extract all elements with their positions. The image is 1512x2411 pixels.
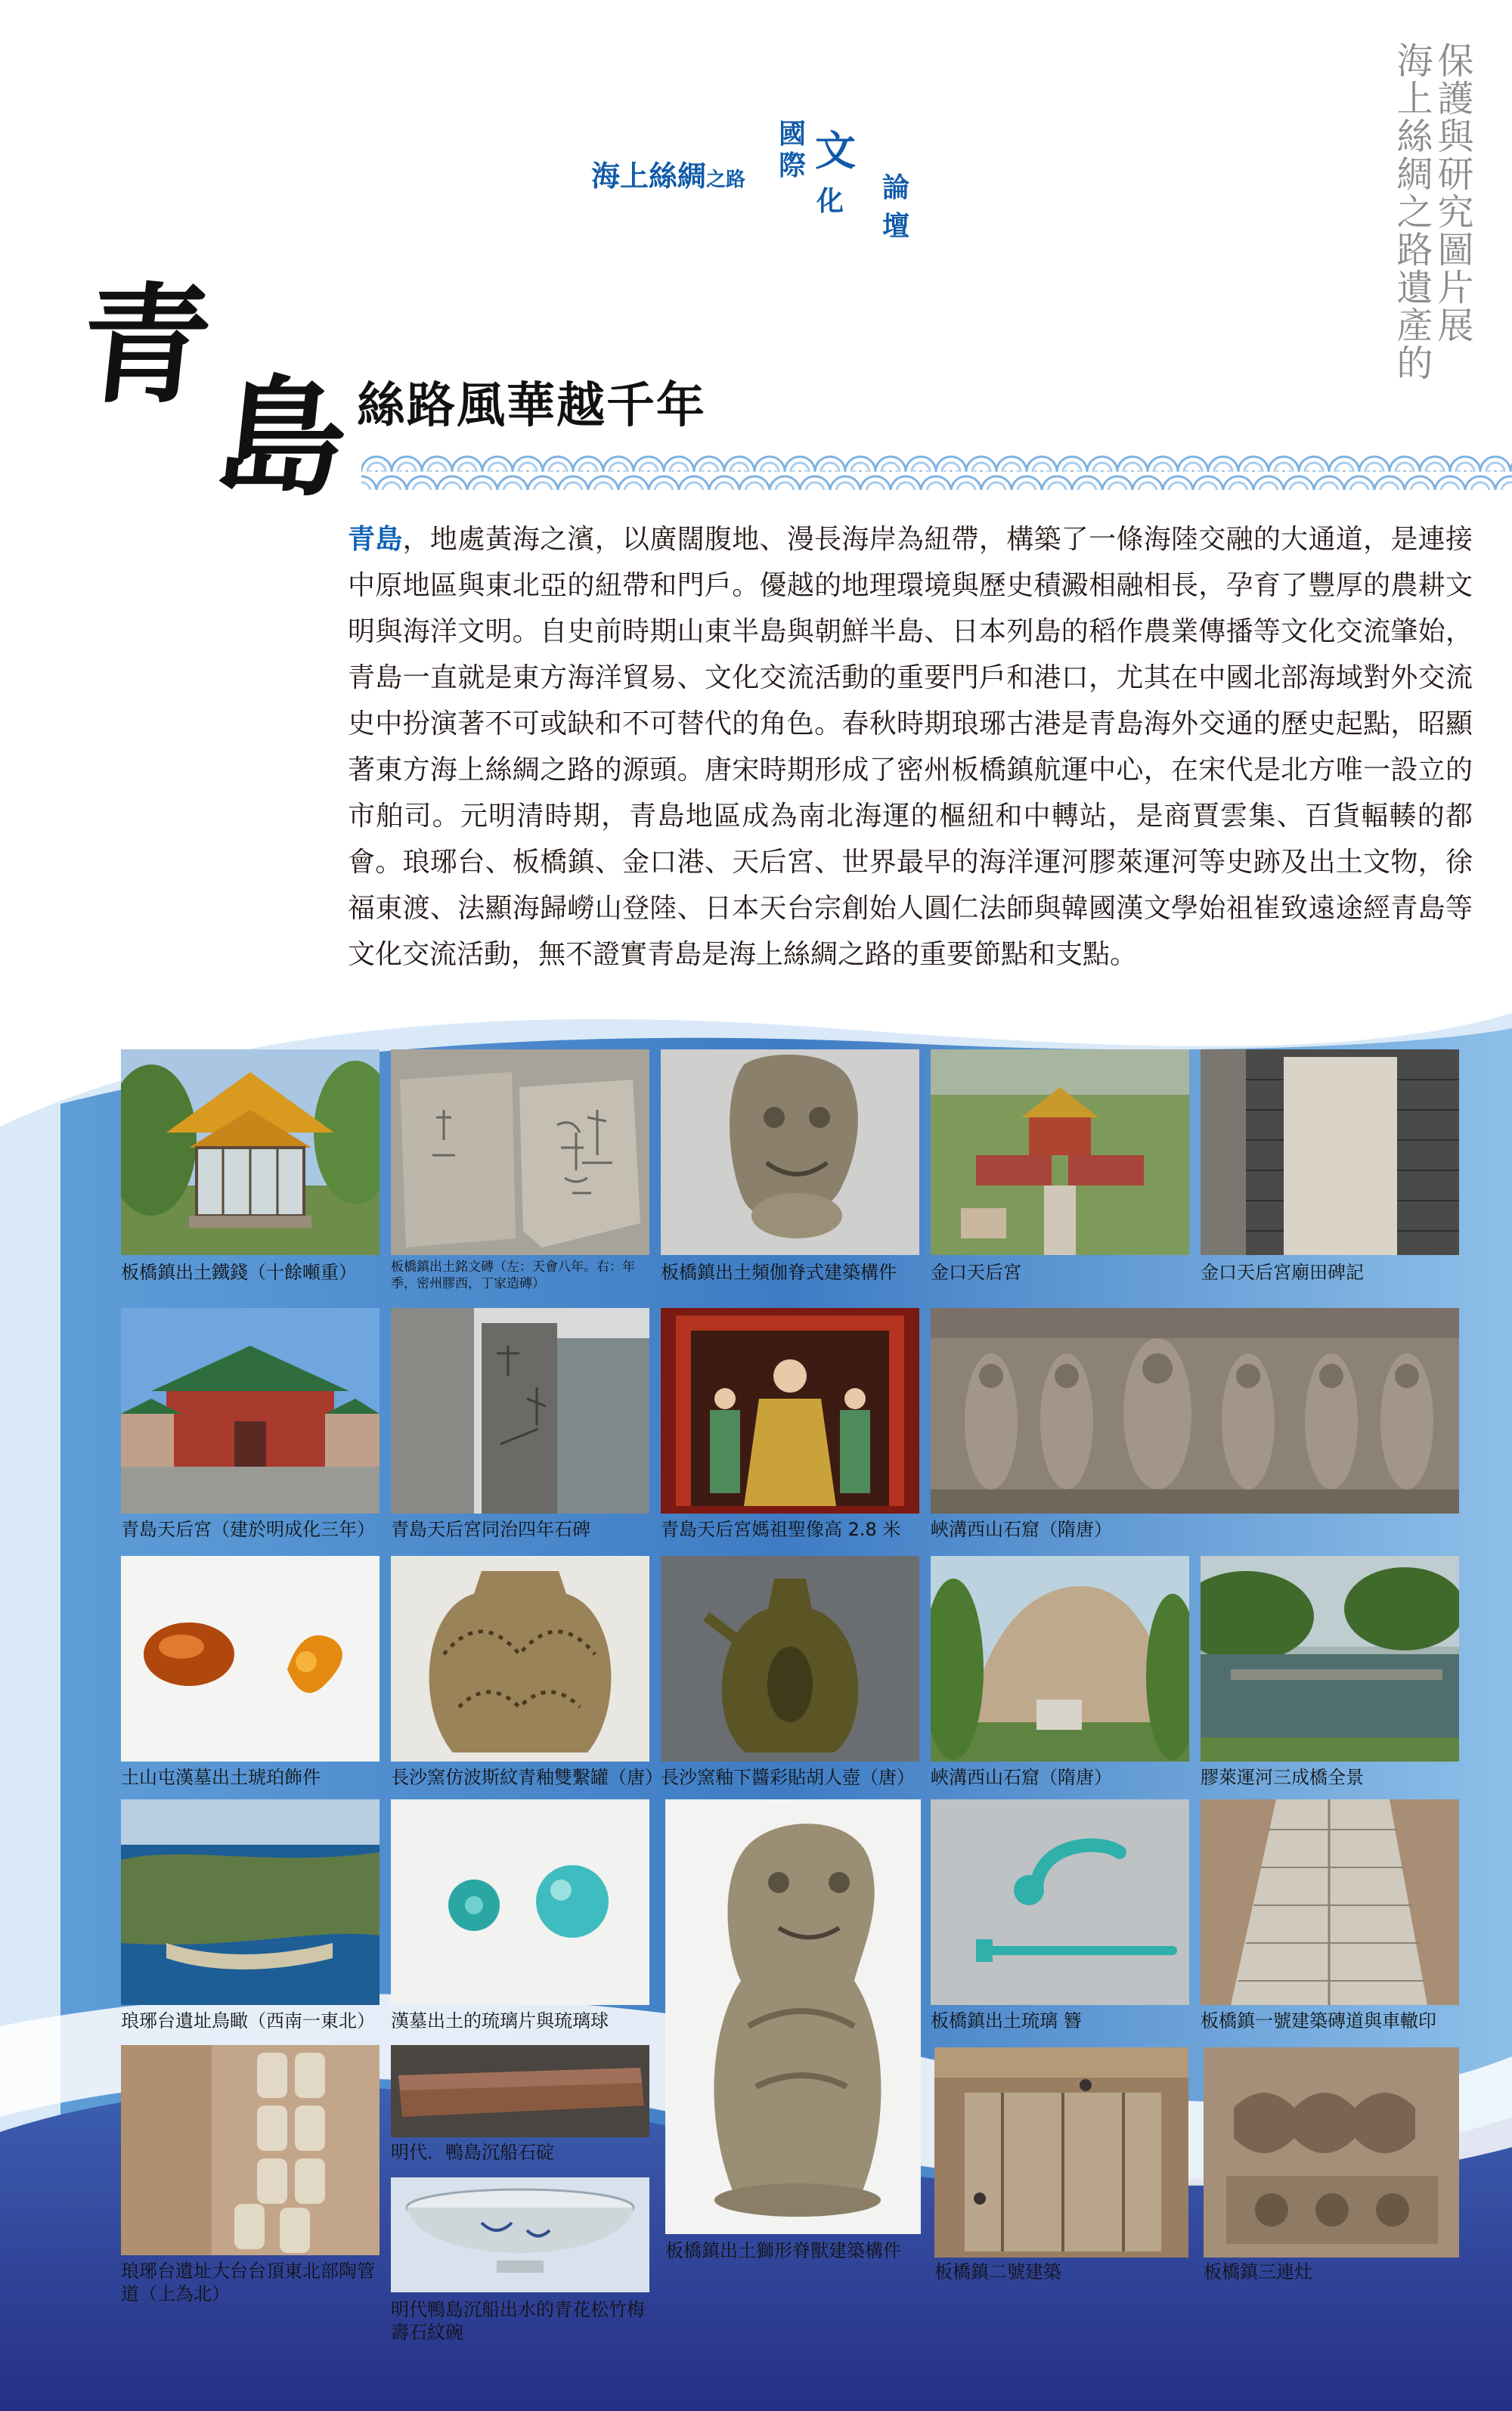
- photo-tile-stele: [391, 1308, 649, 1540]
- caption-bowl: 明代鴨島沉船出水的青花松竹梅壽石紋碗: [391, 2299, 645, 2343]
- intro-text: ，地處黃海之濱，以廣闊腹地、漫長海岸為紐帶，構築了一條海陸交融的大通道，是連接中原地區與東北亞的紐帶和門戶。優越的地理環境與歷史積澱相融相長，孕育了豐厚的農耕文明與海洋文明。自史前時期山東半島與朝鮮半島、日本列島的稻作農業傳播等文化交流肇始，青島一直就是東方海洋貿易、文化交流活動的重要門戶和港口，尤其在中國北部海域對外交流史中扮演著不可或缺和不可替代的角色。春秋時期琅琊古港是青島海外交通的歷史起點，昭顯著東方海上絲綢之路的源頭。唐宋時期形成了密州板橋鎮航運中心，在宋代是北方唯一設立的市舶司。元明清時期，青島地區成為南北海運的樞紐和中轉站，是商賈雲集、百貨輻輳的都會。琅琊台、板橋鎮、金口港、天后宮、世界最早的海洋運河膠萊運河等史跡及出土文物，徐福東渡、法顯海歸嶗山登陸、日本天台宗創始人圓仁法師與韓國漢文學始祖崔致遠途經青島等文化交流活動，無不證實青島是海上絲綢之路的重要節點和支點。: [348, 524, 1473, 970]
- caption-glass-beads: 漢墓出土的琉璃片與琉璃球: [391, 2010, 609, 2031]
- photo-tile-pipes: [121, 2045, 380, 2310]
- caption-stele: 青島天后宮同治四年石碑: [391, 1519, 590, 1540]
- photo-coast-image: [121, 1799, 380, 2005]
- photo-amber-image: [121, 1556, 380, 1762]
- photo-tile-sculpture: [661, 1049, 919, 1283]
- caption-brick-road: 板橋鎮一號建築磚道與車轍印: [1201, 2010, 1436, 2031]
- title-char-dao: 島: [209, 363, 355, 514]
- photo-grotto-image: [931, 1308, 1459, 1514]
- photo-tile-hill: [931, 1556, 1189, 1790]
- photo-tile-stele-wall: [1201, 1049, 1459, 1283]
- wave-divider: [361, 452, 1512, 490]
- caption-aerial-temple: 金口天后宮: [931, 1262, 1021, 1283]
- photo-tile-pavilion: [121, 1049, 380, 1283]
- caption-grotto: 峽溝西山石窟（隋唐）: [931, 1519, 1112, 1540]
- photo-tile-bricks: [391, 1049, 649, 1291]
- logo-part-silk-road: 海上絲綢之路: [591, 160, 746, 193]
- photo-tile-glass-pin: [931, 1799, 1189, 2034]
- forum-logo: [591, 113, 916, 242]
- intro-highlight: 青島: [348, 524, 403, 555]
- photo-pavilion-image: [121, 1049, 380, 1255]
- exhibition-vertical-title: [1390, 42, 1473, 382]
- caption-pipes: 琅琊台遺址大台台頂東北部陶管道（上為北）: [121, 2261, 375, 2304]
- caption-glass-pin: 板橋鎮出土琉璃 簪: [931, 2010, 1082, 2031]
- caption-hill: 峽溝西山石窟（隋唐）: [931, 1767, 1112, 1788]
- vertical-title-col-right: 海上絲綢之路遺產的: [1390, 42, 1433, 382]
- caption-jar: 長沙窯仿波斯紋青釉雙繫罐（唐）: [391, 1767, 663, 1788]
- caption-coast: 琅琊台遺址鳥瞰（西南一東北）: [121, 2010, 375, 2031]
- photo-tile-glass-beads: [391, 1799, 649, 2034]
- photo-tile-shrine: [661, 1308, 919, 1540]
- photo-stele-wall-image: [1201, 1049, 1459, 1255]
- caption-anchor-stone: 明代．鴨島沉船石碇: [391, 2142, 554, 2163]
- photo-tile-amber: [121, 1556, 380, 1790]
- photo-jar-image: [391, 1556, 649, 1762]
- photo-temple-image: [121, 1308, 380, 1514]
- photo-glass-pin-image: [931, 1799, 1189, 2005]
- caption-sculpture: 板橋鎮出土頻伽脊式建築構件: [661, 1262, 897, 1283]
- caption-shrine: 青島天后宮媽祖聖像高 2.8 米: [661, 1519, 901, 1540]
- photo-tile-ewer: [661, 1556, 919, 1790]
- photo-tile-stoves: [1204, 2047, 1459, 2285]
- photo-tile-jar: [391, 1556, 663, 1790]
- photo-hill-image: [931, 1556, 1189, 1762]
- photo-lion-image: [665, 1799, 921, 2234]
- caption-excavation: 板橋鎮二號建築: [934, 2261, 1061, 2282]
- logo-part-international-2: 際: [779, 150, 807, 181]
- photo-tile-aerial-temple: [931, 1049, 1189, 1283]
- photo-tile-bowl: [391, 2177, 649, 2351]
- photo-glass-beads-image: [391, 1799, 649, 2005]
- photo-tile-bridge: [1201, 1556, 1459, 1790]
- page-subtitle: 絲路風華越千年: [357, 378, 706, 434]
- photo-tile-brick-road: [1201, 1799, 1459, 2034]
- photo-stele-image: [391, 1308, 649, 1514]
- photo-bowl-image: [391, 2177, 649, 2292]
- caption-amber: 土山屯漢墓出土琥珀飾件: [121, 1767, 321, 1788]
- photo-tile-lion: [665, 1799, 921, 2268]
- photo-brick-road-image: [1201, 1799, 1459, 2005]
- photo-anchor-stone-image: [391, 2045, 649, 2137]
- caption-lion: 板橋鎮出土獅形脊獸建築構件: [665, 2240, 901, 2261]
- logo-part-international-1: 國: [779, 119, 807, 150]
- intro-paragraph: [348, 516, 1473, 978]
- photo-pipes-image: [121, 2045, 380, 2255]
- logo-part-culture-2: 化: [816, 186, 844, 217]
- photo-tile-temple: [121, 1308, 380, 1540]
- photo-excavation-image: [934, 2047, 1188, 2258]
- photo-aerial-temple-image: [931, 1049, 1189, 1255]
- vertical-title-col-left: 保護與研究圖片展: [1431, 42, 1473, 344]
- photo-tile-grotto: [931, 1308, 1459, 1540]
- photo-ewer-image: [661, 1556, 919, 1762]
- photo-sculpture-image: [661, 1049, 919, 1255]
- photo-stoves-image: [1204, 2047, 1459, 2258]
- photo-bridge-image: [1201, 1556, 1459, 1762]
- caption-stele-wall: 金口天后宮廟田碑記: [1201, 1262, 1364, 1283]
- caption-bridge: 膠萊運河三成橋全景: [1201, 1767, 1364, 1788]
- title-char-qing: 青: [73, 270, 218, 421]
- photo-tile-anchor-stone: [391, 2045, 649, 2170]
- photo-shrine-image: [661, 1308, 919, 1514]
- caption-stoves: 板橋鎮三連灶: [1204, 2261, 1312, 2282]
- caption-pavilion: 板橋鎮出土鐵錢（十餘噸重）: [121, 1262, 357, 1283]
- caption-bricks: 板橋鎮出土銘文磚（左：天會八年。右：年季，密州膠西，丁家造磚）: [391, 1260, 635, 1291]
- photo-tile-excavation: [934, 2047, 1188, 2285]
- caption-temple: 青島天后宮（建於明成化三年）: [121, 1519, 375, 1540]
- logo-part-culture-1: 文: [815, 127, 856, 175]
- logo-part-forum: 論壇: [882, 172, 910, 242]
- caption-ewer: 長沙窯釉下醬彩貼胡人壺（唐）: [661, 1767, 915, 1788]
- photo-bricks-image: [391, 1049, 649, 1255]
- photo-tile-coast: [121, 1799, 380, 2034]
